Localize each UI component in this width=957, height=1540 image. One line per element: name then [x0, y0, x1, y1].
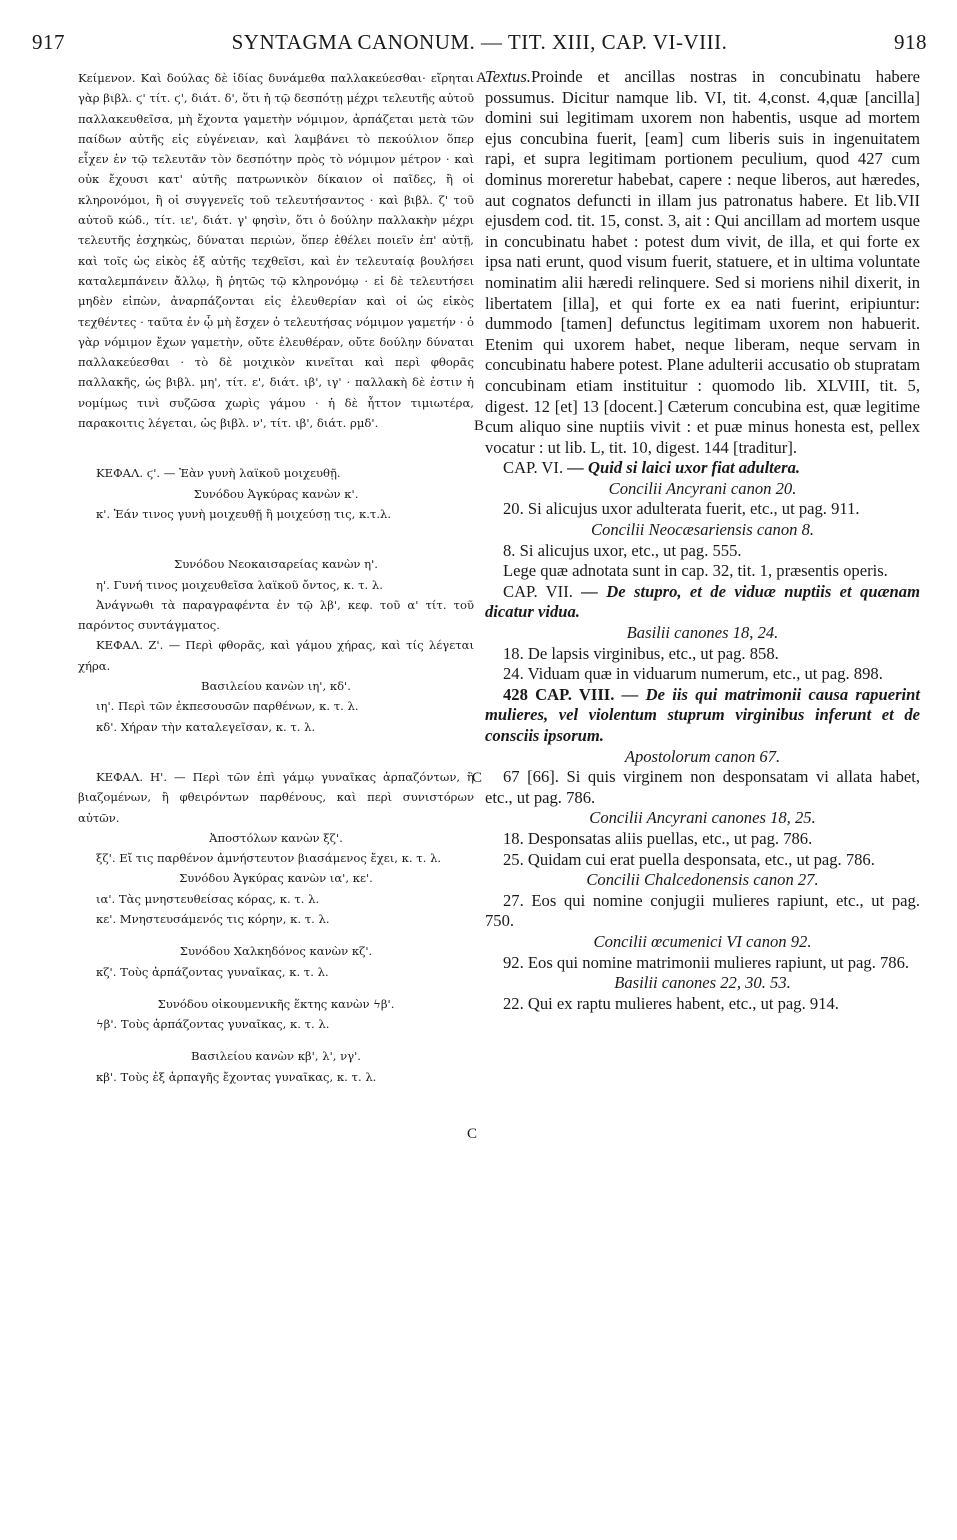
margin-marker-b: B	[474, 418, 485, 434]
cap6-title: — Quid si laici uxor fiat adultera.	[567, 458, 801, 478]
greek-oecum-synod: Συνόδου οἰκουμενικῆς ἕκτης κανὼν ϟβ'.	[157, 996, 395, 1011]
cap7-label: CAP. VII.	[503, 581, 573, 601]
latin-ancyr-item-2: 25. Quidam cui erat puella desponsata, etc., ut pag. 786.	[503, 849, 875, 869]
latin-cap6-council: Concilii Ancyrani canon 20.	[608, 478, 797, 498]
greek-column	[78, 68, 474, 1087]
latin-cap8-heading	[485, 685, 920, 747]
greek-oecum-item: ϟβ'. Τοὺς ἁρπάζοντας γυναῖκας, κ. τ. λ.	[96, 1017, 330, 1032]
latin-basil2-council: Basilii canones 22, 30. 53.	[614, 973, 791, 993]
latin-intro-paragraph	[485, 67, 920, 458]
greek-neocaes-synod: Συνόδου Νεοκαισαρείας κανὼν η'.	[174, 557, 378, 572]
latin-apost-council: Apostolorum canon 67.	[624, 746, 781, 766]
greek-apost-item: ξζ'. Εἴ τις παρθένον ἀμνήστευτον βιασάμενος ἔχει, κ. τ. λ.	[96, 851, 442, 866]
latin-cap6-item: 20. Si alicujus uxor adulterata fuerit, etc., ut pag. 911.	[503, 499, 860, 519]
cap6-label: CAP. VI.	[503, 458, 564, 478]
margin-marker-c-second: C	[467, 1126, 478, 1142]
greek-cap7-heading: ΚΕΦΑΛ. Ζ'. — Περὶ φθορᾶς, καὶ γάμου χήρας, καὶ τίς λέγεται χήρα.	[78, 638, 474, 673]
greek-cap7-item-2: κδ'. Χήραν τὴν καταλεγεῖσαν, κ. τ. λ.	[96, 719, 316, 734]
latin-neocaes-note: Lege quæ adnotata sunt in cap. 32, tit. 1, præsentis operis.	[503, 561, 888, 581]
greek-ancyr-item-1: ια'. Τὰς μνηστευθείσας κόρας, κ. τ. λ.	[96, 891, 320, 906]
greek-basil2-synod: Βασιλείου κανὼν κβ', λ', νγ'.	[191, 1049, 361, 1064]
latin-ancyr-council: Concilii Ancyrani canones 18, 25.	[589, 808, 816, 828]
running-header	[32, 30, 927, 64]
latin-basil2-item: 22. Qui ex raptu mulieres habent, etc., ut pag. 914.	[503, 993, 839, 1013]
greek-cap6-synod: Συνόδου Ἀγκύρας κανὼν κ'.	[193, 486, 359, 501]
page-number-right: 918	[894, 30, 927, 54]
greek-apost-synod: Ἀποστόλων κανὼν ξζ'.	[209, 830, 343, 845]
greek-neocaes-item: η'. Γυνή τινος μοιχευθεῖσα λαϊκοῦ ὄντος, κ. τ. λ.	[96, 577, 383, 592]
latin-cap7-item-1: 18. De lapsis virginibus, etc., ut pag. 858.	[503, 643, 779, 663]
margin-marker-c: C	[472, 770, 483, 786]
latin-chalc-council: Concilii Chalcedonensis canon 27.	[586, 870, 819, 890]
latin-ancyr-item-1: 18. Desponsatas aliis puellas, etc., ut pag. 786.	[503, 828, 813, 848]
cap8-label: 428 CAP. VIII.	[503, 684, 615, 704]
greek-ancyr-item-2: κε'. Μνηστευσάμενός τις κόρην, κ. τ. λ.	[96, 911, 330, 926]
greek-basil2-item: κβ'. Τοὺς ἐξ ἁρπαγῆς ἔχοντας γυναῖκας, κ. τ. λ.	[96, 1069, 377, 1084]
latin-apost-item: 67 [66]. Si quis virginem non desponsatam vi allata habet, etc., ut pag. 786.	[485, 767, 920, 807]
latin-chalc-item: 27. Eos qui nomine conjugii mulieres rapiunt, etc., ut pag. 750.	[485, 890, 920, 931]
latin-intro-text: Proinde et ancillas nostras in concubinatu habere possumus. Dicitur namque lib. VI, tit. 4,const. 4,quæ [ancilla] domini sui legitimam uxorem non habentis, usque ad mortem ejus concubina fuerit, [eam] cum liberis suis in ingenuitatem rapi, et supra legitimam portionem peculium, quod 427 cum dominus moreretur habebat, capere : neque liberos, aut hæredes, aut cognatos defuncti in illam jus patronatus habere. Et lib.VII ejusdem cod. tit. 15, const. 3, ait : Qui ancillam ad mortem usque in concubinatu habet : potest dum vivit, de illa, et qui forte ex ipsa nati erunt, quod visum fuerit, statuere, et in ultima voluntate nominatim alii hæredi relinquere. Sed si moriens nihil dixerit, in libertatem [illa], et qui forte ex ea nati fuerint, eripiuntur: dummodo [tamen] defunctus legitimam uxorem non habuerit. Etenim qui uxorem habet, neque liberam, neque servam in concubinatu habere potest. Plane adulterii accusatio ob stupratam concubinam etiam instituitur : quomodo lib. XLVIII, tit. 5, digest. 12 [et] 13 [docent.] Cæterum concubina est, quæ legitime cum aliquo sine nuptiis vivit : et puæ minus honesta est, pellex vocatur : ut lib. L, tit. 10, digest. 144 [traditur].	[485, 67, 920, 457]
greek-chalc-item: κζ'. Τοὺς ἁρπάζοντας γυναῖκας, κ. τ. λ.	[96, 964, 329, 979]
greek-intro-paragraph: Κείμενον. Καὶ δούλας δὲ ἰδίας δυνάμεθα παλλακεύεσθαι· εἴρηται γὰρ βιβλ. ϛ' τίτ. ϛ', διάτ. δ', ὅτι ἡ τῷ δεσπότῃ μέχρι τελευτῆς αὐτοῦ παλλακευθεῖσα, μὴ ἔχοντα γαμετὴν νόμιμον, ἁρπάζεται μετὰ τῶν παίδων αὐτῆς εἰς εὐγένειαν, καὶ λαμβάνει τὸ πεκούλιον ὅπερ εἶχεν ἐν τῷ τελευτᾶν τὸν δεσπότην πρὸς τὸ νόμιμον μέτρον · καὶ οὐκ ἔχουσι κατ' αὐτῆς πατρωνικὸν δίκαιον οἱ παῖδες, ἢ οἱ κληρονόμοι, ἢ οἱ συγγενεῖς τοῦ τελευτήσαντος · καὶ βιβλ. ζ' τοῦ αὐτοῦ κώδ., τίτ. ιε', διάτ. γ' φησὶν, ὅτι ὁ δούλην παλλακὴν μέχρι τελευτῆς ἐσχηκὼς, δύναται περιὼν, ὅπερ ἐθέλει ποιεῖν ἐπ' αὐτῇ, καὶ τοῖς ὡς εἰκὸς ἐξ αὐτῆς τεχθεῖσι, καὶ ἐν τελευταίᾳ βουλήσει καταλεμπάνειν ἄλλῳ, ἢ ῥητῶς τῷ κληρονόμῳ · εἰ δὲ τελευτήσει μηδὲν εἰπὼν, ἀναρπάζονται εἰς ἐλευθερίαν καὶ οἱ ὡς εἰκὸς τεχθέντες · ταῦτα ἐν ᾧ μὴ ἔσχεν ὁ τελευτήσας νόμιμον γαμετήν · ὁ γὰρ νόμιμον ἔχων γαμετὴν, οὔτε ἐλευθέραν, οὔτε δούλην δύναται παλλακεύεσθαι · τὸ δὲ μοιχικὸν κινεῖται καὶ περὶ φθορᾶς παλλακῆς, ὡς βιβλ. μη', τίτ. ε', διάτ. ιβ', ιγ' · παλλακὴ δὲ ἐστιν ἡ νομίμως τινὶ συζῶσα χωρὶς γάμου · ἡ δὲ ἧττον τιμιωτέρα, παρακοιτις λέγεται, ὡς βιβλ. ν', τίτ. ιβ', διάτ. ρμδ'.	[78, 71, 474, 431]
cap8-title: — De iis qui matrimonii causa rapuerint mulieres, vel violentum stuprum virginibus inferunt et de consciis ipsorum.	[485, 684, 920, 745]
latin-cap7-council: Basilii canones 18, 24.	[626, 623, 779, 643]
greek-cap7-item-1: ιη'. Περὶ τῶν ἐκπεσουσῶν παρθένων, κ. τ. λ.	[96, 699, 359, 714]
latin-oecum-item: 92. Eos qui nomine matrimonii mulieres rapiunt, ut pag. 786.	[503, 952, 910, 972]
latin-cap6-heading	[485, 458, 920, 479]
greek-cap8-heading: ΚΕΦΑΛ. Η'. — Περὶ τῶν ἐπὶ γάμῳ γυναῖκας ἁρπαζόντων, ἢ βιαζομένων, ἢ φθειρόντων παρθένους, καὶ περὶ συνιστόρων αὐτῶν.	[78, 769, 474, 825]
latin-cap7-item-2: 24. Viduam quæ in viduarum numerum, etc., ut pag. 898.	[503, 664, 883, 684]
page-number-left: 917	[32, 30, 65, 54]
cap7-title: — De stupro, et de viduæ nuptiis et quænam dicatur vidua.	[485, 581, 920, 622]
greek-chalc-synod: Συνόδου Χαλκηδόνος κανὼν κζ'.	[179, 944, 373, 959]
latin-neocaes-item: 8. Si alicujus uxor, etc., ut pag. 555.	[503, 540, 742, 560]
greek-neocaes-note: Ἀνάγνωθι τὰ παραγραφέντα ἐν τῷ λβ', κεφ. τοῦ α' τίτ. τοῦ παρόντος συντάγματος.	[78, 597, 474, 633]
running-title: SYNTAGMA CANONUM. — TIT. XIII, CAP. VI-VIII.	[231, 30, 728, 54]
latin-neocaes-council: Concilii Neocæsariensis canon 8.	[590, 520, 815, 540]
textus-label: Textus.	[485, 67, 531, 86]
greek-ancyr-synod: Συνόδου Ἀγκύρας κανὼν ια', κε'.	[179, 871, 373, 886]
latin-column	[485, 67, 920, 1014]
margin-marker-a: A	[476, 70, 487, 86]
greek-cap7-basil: Βασιλείου κανὼν ιη', κδ'.	[201, 679, 351, 694]
greek-cap6-heading: ΚΕΦΑΛ. ϛ'. — Ἐὰν γυνὴ λαϊκοῦ μοιχευθῇ.	[96, 466, 341, 481]
latin-cap7-heading	[485, 582, 920, 623]
greek-cap6-item: κ'. Ἐάν τινος γυνὴ μοιχευθῇ ἢ μοιχεύσῃ τις, κ.τ.λ.	[96, 506, 392, 521]
latin-oecum-council: Concilii œcumenici VI canon 92.	[593, 931, 812, 951]
